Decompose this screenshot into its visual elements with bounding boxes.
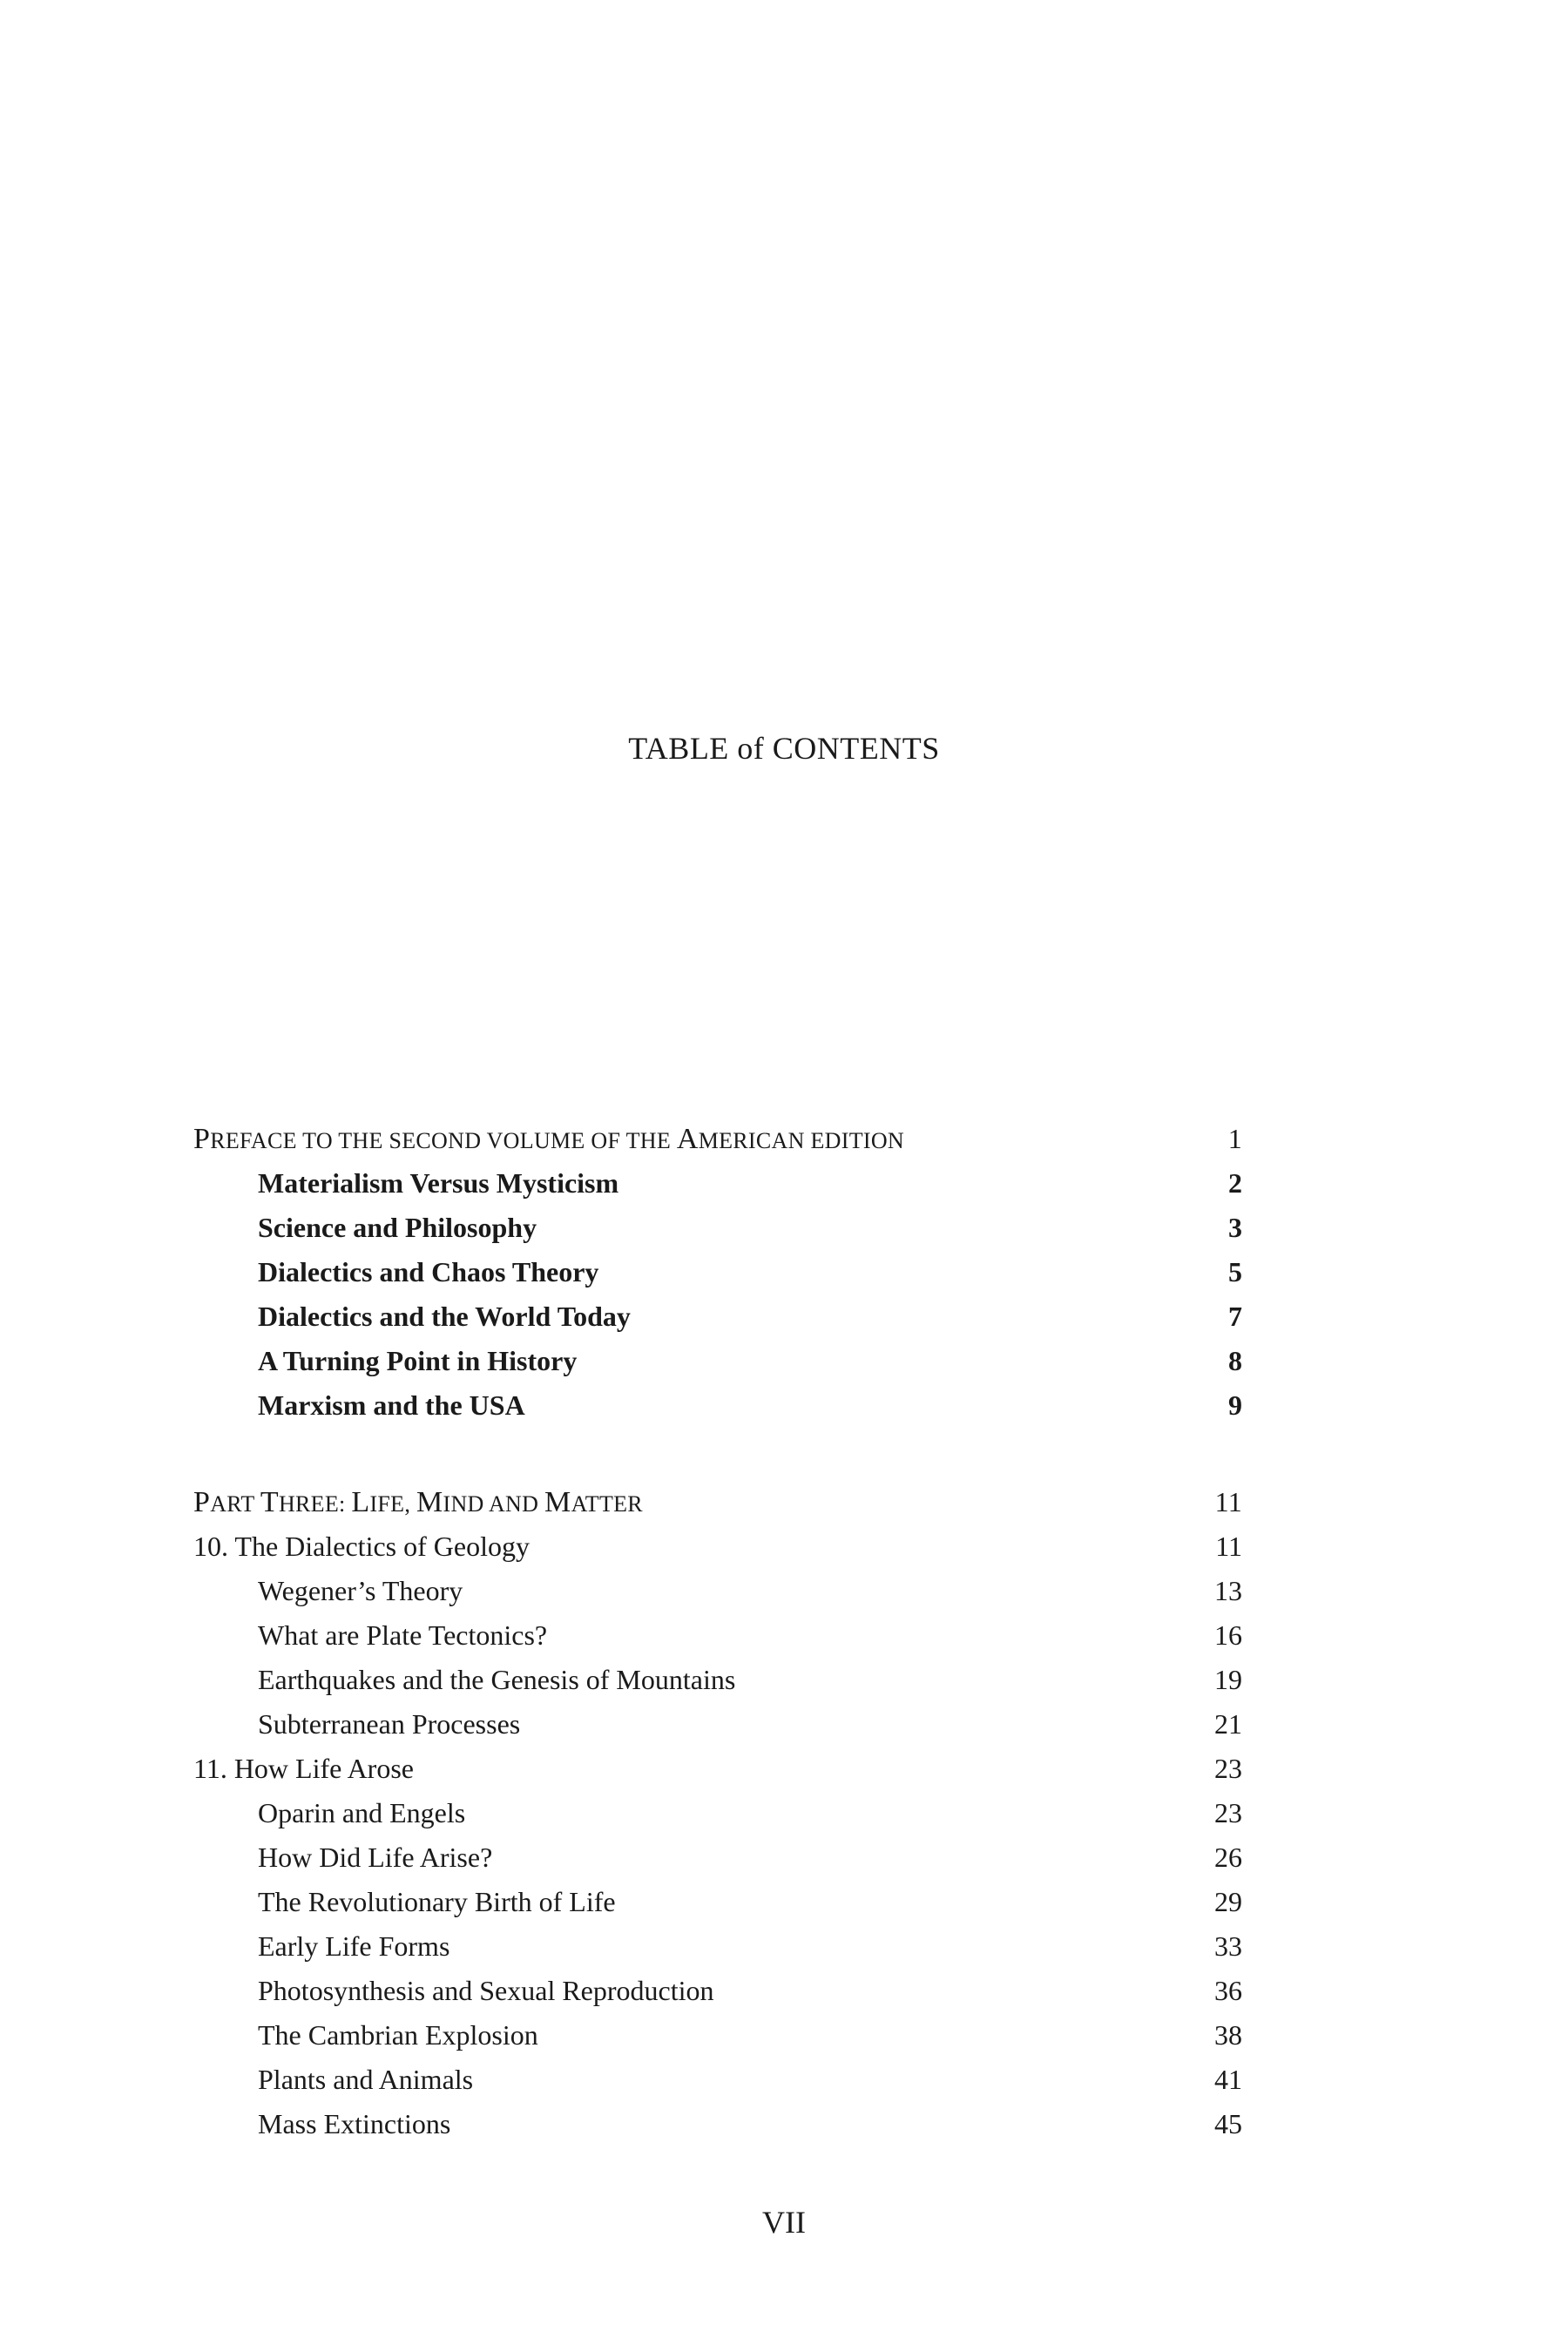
- toc-section-label: Plants and Animals: [258, 2064, 474, 2095]
- toc-section-label: Photosynthesis and Sexual Reproduction: [258, 1975, 714, 2006]
- toc-section-label: Mass Extinctions: [258, 2108, 451, 2139]
- toc-section-page-number: 21: [1214, 1708, 1242, 1740]
- heading-fragment: HREE:: [278, 1491, 352, 1517]
- toc-preface-heading[interactable]: [193, 1117, 1242, 1161]
- heading-fragment: P: [193, 1486, 211, 1518]
- toc-preface-heading-label: [193, 1117, 904, 1163]
- toc-section-page-number: 36: [1214, 1975, 1242, 2006]
- toc-entry[interactable]: [193, 1250, 1242, 1294]
- section-spacer: [193, 1428, 1242, 1480]
- heading-fragment: P: [193, 1123, 211, 1155]
- toc-section-page-number: 41: [1214, 2064, 1242, 2095]
- toc-section-page-number: 38: [1214, 2019, 1242, 2051]
- toc-part-heading[interactable]: [193, 1480, 1242, 1524]
- toc-section[interactable]: [193, 1924, 1242, 1969]
- heading-fragment: A: [676, 1123, 699, 1155]
- heading-fragment: IND AND: [443, 1491, 545, 1517]
- toc-entry-label: Marxism and the USA: [258, 1389, 525, 1421]
- heading-fragment: IFE,: [369, 1491, 416, 1517]
- toc-section-page-number: 16: [1214, 1619, 1242, 1651]
- toc-section-label: Early Life Forms: [258, 1930, 450, 1962]
- toc-entry-page-number: 9: [1228, 1389, 1242, 1421]
- toc-section[interactable]: [193, 1880, 1242, 1924]
- toc-section-page-number: 19: [1214, 1664, 1242, 1695]
- toc-entry[interactable]: [193, 1339, 1242, 1383]
- heading-fragment: M: [416, 1486, 443, 1518]
- toc-entry-page-number: 3: [1228, 1212, 1242, 1243]
- toc-section-page-number: 45: [1214, 2108, 1242, 2139]
- heading-fragment: L: [351, 1486, 370, 1518]
- toc-section-label: Wegener’s Theory: [258, 1575, 463, 1606]
- toc-section-page-number: 29: [1214, 1886, 1242, 1917]
- toc-section-page-number: 26: [1214, 1842, 1242, 1873]
- heading-fragment: T: [260, 1486, 279, 1518]
- toc-section[interactable]: [193, 1569, 1242, 1613]
- toc-entry-page-number: 8: [1228, 1345, 1242, 1376]
- toc-entry-label: Science and Philosophy: [258, 1212, 537, 1243]
- toc-section-label: Oparin and Engels: [258, 1797, 466, 1828]
- toc-part-heading-page-number: 11: [1214, 1486, 1242, 1517]
- toc-section-label: Earthquakes and the Genesis of Mountains: [258, 1664, 736, 1695]
- toc-section-label: The Revolutionary Birth of Life: [258, 1886, 616, 1917]
- toc-entry-label: Dialectics and the World Today: [258, 1301, 631, 1332]
- toc-section-page-number: 33: [1214, 1930, 1242, 1962]
- heading-fragment: REFACE TO THE SECOND VOLUME OF THE: [210, 1128, 677, 1153]
- toc-entry[interactable]: [193, 1161, 1242, 1206]
- toc-section[interactable]: [193, 1702, 1242, 1747]
- toc-entry-label: Dialectics and Chaos Theory: [258, 1256, 599, 1288]
- toc-entry-label: A Turning Point in History: [258, 1345, 578, 1376]
- toc-entry[interactable]: [193, 1206, 1242, 1250]
- toc-section[interactable]: [193, 2013, 1242, 2058]
- toc-section[interactable]: [193, 2102, 1242, 2146]
- page-number: VII: [762, 2205, 806, 2240]
- toc-section-page-number: 13: [1214, 1575, 1242, 1606]
- toc-entry-label: Materialism Versus Mysticism: [258, 1167, 619, 1199]
- toc-section-label: Subterranean Processes: [258, 1708, 521, 1740]
- toc-entry[interactable]: [193, 1294, 1242, 1339]
- toc-chapter[interactable]: [193, 1747, 1242, 1791]
- toc-preface-heading-page-number: 1: [1227, 1123, 1242, 1154]
- toc-entry-page-number: 2: [1228, 1167, 1242, 1199]
- toc-section-page-number: 23: [1214, 1797, 1242, 1828]
- toc-section[interactable]: [193, 1835, 1242, 1880]
- toc-entry-page-number: 7: [1228, 1301, 1242, 1332]
- toc-chapter-label: 10. The Dialectics of Geology: [193, 1531, 530, 1562]
- toc-section[interactable]: [193, 1791, 1242, 1835]
- heading-fragment: MERICAN EDITION: [698, 1128, 904, 1153]
- toc-section-label: What are Plate Tectonics?: [258, 1619, 548, 1651]
- toc-chapter-label: 11. How Life Arose: [193, 1753, 414, 1784]
- heading-fragment: M: [544, 1486, 571, 1518]
- toc-chapter[interactable]: [193, 1524, 1242, 1569]
- toc-part-heading-label: [193, 1480, 643, 1526]
- toc-section[interactable]: [193, 1658, 1242, 1702]
- toc-chapter-page-number: 11: [1215, 1531, 1242, 1562]
- toc-section-label: The Cambrian Explosion: [258, 2019, 538, 2051]
- toc-entry-page-number: 5: [1228, 1256, 1242, 1288]
- toc-section[interactable]: [193, 1613, 1242, 1658]
- table-of-contents: [193, 1117, 1242, 2146]
- page-title: TABLE of CONTENTS: [628, 731, 940, 766]
- toc-entry[interactable]: [193, 1383, 1242, 1428]
- heading-fragment: ATTER: [571, 1491, 643, 1517]
- toc-chapter-page-number: 23: [1214, 1753, 1242, 1784]
- toc-section-label: How Did Life Arise?: [258, 1842, 493, 1873]
- toc-section[interactable]: [193, 2058, 1242, 2102]
- heading-fragment: ART: [210, 1491, 260, 1517]
- toc-section[interactable]: [193, 1969, 1242, 2013]
